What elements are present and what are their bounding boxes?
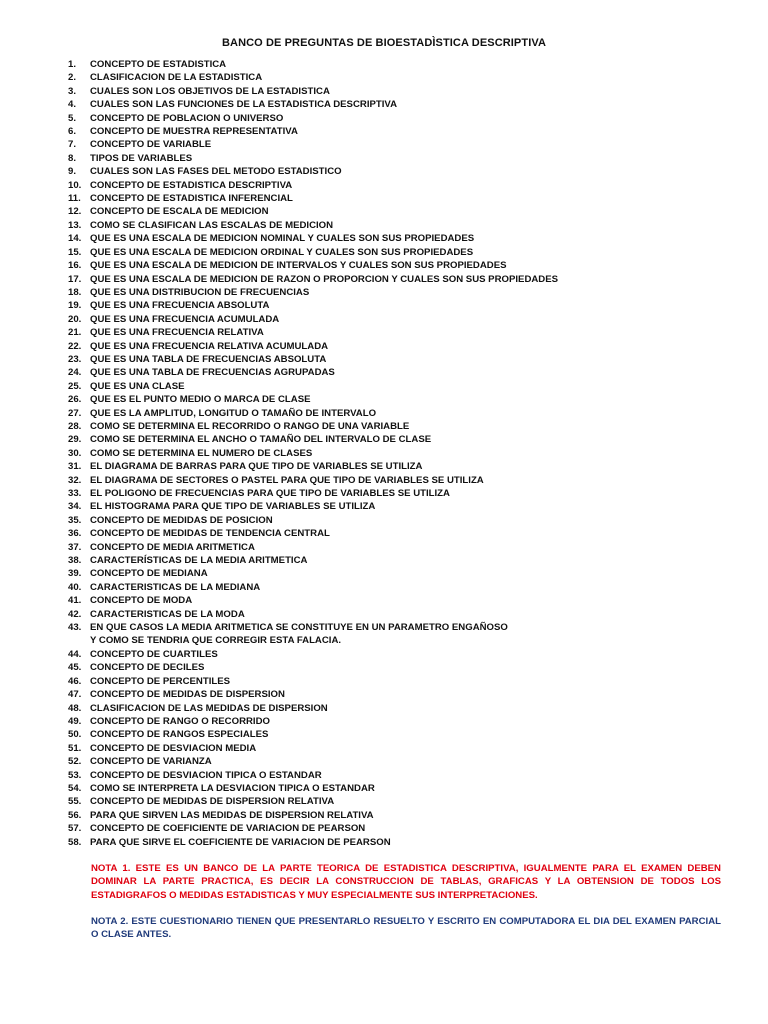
question-number: 47. — [68, 689, 82, 701]
question-text: CONCEPTO DE RANGOS ESPECIALES — [90, 729, 269, 741]
question-number: 17. — [68, 273, 82, 285]
question-item — [68, 420, 558, 433]
question-number: 18. — [68, 286, 82, 298]
question-item — [68, 769, 558, 782]
question-item — [68, 232, 558, 245]
question-item — [68, 567, 558, 580]
question-text: CUALES SON LAS FUNCIONES DE LA ESTADISTICA DESCRIPTIVA — [90, 99, 398, 111]
question-number: 11. — [68, 193, 81, 205]
question-item — [68, 648, 558, 661]
question-item — [68, 165, 558, 178]
question-item — [68, 554, 558, 567]
question-text: PARA QUE SIRVE EL COEFICIENTE DE VARIACION DE PEARSON — [90, 836, 391, 848]
question-text: COMO SE INTERPRETA LA DESVIACION TIPICA O ESTANDAR — [90, 782, 375, 794]
question-text: COMO SE DETERMINA EL RECORRIDO O RANGO DE UNA VARIABLE — [90, 420, 410, 432]
question-item — [68, 246, 558, 259]
question-item — [68, 112, 558, 125]
question-number: 23. — [68, 353, 82, 365]
question-text: CARACTERISTICAS DE LA MEDIANA — [90, 581, 261, 593]
question-number: 7. — [68, 139, 77, 151]
question-item — [68, 313, 558, 326]
question-item — [68, 152, 558, 165]
question-item — [68, 447, 558, 460]
question-number: 27. — [68, 407, 82, 419]
question-text: CONCEPTO DE MEDIDAS DE DISPERSION RELATIVA — [90, 796, 335, 808]
question-item — [68, 675, 558, 688]
question-number: 28. — [68, 420, 82, 432]
question-text: CONCEPTO DE MODA — [90, 595, 193, 607]
question-item — [68, 366, 558, 379]
question-text: CONCEPTO DE MEDIDAS DE POSICION — [90, 514, 273, 526]
question-number: 48. — [68, 702, 82, 714]
question-item — [68, 179, 558, 192]
question-item — [68, 728, 558, 741]
question-text: COMO SE DETERMINA EL ANCHO O TAMAÑO DEL INTERVALO DE CLASE — [90, 434, 432, 446]
question-item — [68, 541, 558, 554]
question-text: CONCEPTO DE DESVIACION MEDIA — [90, 742, 257, 754]
question-item — [68, 98, 558, 111]
question-item — [68, 286, 558, 299]
question-item-continuation — [68, 634, 558, 647]
question-number: 32. — [68, 474, 82, 486]
question-text: CUALES SON LOS OBJETIVOS DE LA ESTADISTICA — [90, 85, 330, 97]
question-item — [68, 715, 558, 728]
question-text: CONCEPTO DE ESTADISTICA — [90, 59, 227, 70]
question-text: CONCEPTO DE MEDIDAS DE TENDENCIA CENTRAL — [90, 528, 330, 540]
question-text: QUE ES UNA FRECUENCIA RELATIVA — [90, 327, 264, 339]
question-text: CONCEPTO DE CUARTILES — [90, 648, 218, 660]
question-item — [68, 299, 558, 312]
question-item — [68, 219, 558, 232]
question-item — [68, 594, 558, 607]
question-item — [68, 621, 558, 634]
question-number: 39. — [68, 568, 82, 580]
question-text: CONCEPTO DE DECILES — [90, 662, 205, 674]
question-number: 56. — [68, 809, 82, 821]
question-number: 24. — [68, 367, 82, 379]
question-number: 26. — [68, 394, 82, 406]
question-number: 16. — [68, 260, 82, 272]
question-number: 37. — [68, 541, 82, 553]
question-text: EL DIAGRAMA DE SECTORES O PASTEL PARA QUE TIPO DE VARIABLES SE UTILIZA — [90, 474, 484, 486]
question-number: 35. — [68, 514, 82, 526]
question-number: 52. — [68, 756, 82, 768]
question-text: COMO SE DETERMINA EL NUMERO DE CLASES — [90, 447, 313, 459]
question-text: CONCEPTO DE DESVIACION TIPICA O ESTANDAR — [90, 769, 322, 781]
question-item — [68, 702, 558, 715]
question-text: CONCEPTO DE ESTADISTICA DESCRIPTIVA — [90, 179, 293, 191]
question-item — [68, 460, 558, 473]
question-number: 9. — [68, 166, 77, 178]
question-item — [68, 71, 558, 84]
question-text: CONCEPTO DE PERCENTILES — [90, 675, 231, 687]
question-item — [68, 433, 558, 446]
question-number: 21. — [68, 327, 82, 339]
question-item — [68, 527, 558, 540]
question-text: CONCEPTO DE VARIABLE — [90, 139, 212, 151]
question-number: 29. — [68, 434, 82, 446]
question-number: 49. — [68, 715, 82, 727]
question-number: 44. — [68, 648, 82, 660]
question-number: 30. — [68, 447, 82, 459]
question-text: QUE ES UNA FRECUENCIA RELATIVA ACUMULADA — [90, 340, 329, 352]
question-text: EL POLIGONO DE FRECUENCIAS PARA QUE TIPO DE VARIABLES SE UTILIZA — [90, 488, 450, 499]
question-item — [68, 326, 558, 339]
question-text: QUE ES UNA ESCALA DE MEDICION DE INTERVALOS Y CUALES SON SUS PROPIEDADES — [90, 260, 507, 272]
question-number: 50. — [68, 729, 82, 741]
question-number: 25. — [68, 380, 82, 392]
question-text: CONCEPTO DE MUESTRA REPRESENTATIVA — [90, 126, 298, 138]
question-text: CONCEPTO DE MEDIA ARITMETICA — [90, 541, 255, 553]
question-text: QUE ES UNA FRECUENCIA ABSOLUTA — [90, 300, 270, 312]
question-text: QUE ES UNA ESCALA DE MEDICION ORDINAL Y CUALES SON SUS PROPIEDADES — [90, 246, 474, 258]
question-text: QUE ES UNA ESCALA DE MEDICION DE RAZON O PROPORCION Y CUALES SON SUS PROPIEDADES — [90, 273, 559, 285]
question-text: CONCEPTO DE RANGO O RECORRIDO — [90, 715, 270, 727]
question-item — [68, 192, 558, 205]
question-number: 40. — [68, 581, 82, 593]
question-number: 51. — [68, 742, 82, 754]
note-2: NOTA 2. ESTE CUESTIONARIO TIENEN QUE PRESENTARLO RESUELTO Y ESCRITO EN COMPUTADORA EL DIA DEL EXAMEN PARCIAL O CLASE ANTES. — [91, 916, 721, 941]
question-text: QUE ES UNA ESCALA DE MEDICION NOMINAL Y CUALES SON SUS PROPIEDADES — [90, 233, 475, 245]
question-item — [68, 393, 558, 406]
question-item — [68, 661, 558, 674]
question-item — [68, 809, 558, 822]
question-item — [68, 138, 558, 151]
question-text: QUE ES UNA CLASE — [90, 380, 185, 392]
question-item — [68, 608, 558, 621]
question-number: 6. — [68, 126, 77, 138]
question-text: QUE ES UNA TABLA DE FRECUENCIAS ABSOLUTA — [90, 353, 327, 365]
question-text: TIPOS DE VARIABLES — [90, 152, 193, 164]
question-item — [68, 340, 558, 353]
question-item — [68, 487, 558, 500]
question-item — [68, 85, 558, 98]
question-number: 15. — [68, 246, 82, 258]
question-text: EL DIAGRAMA DE BARRAS PARA QUE TIPO DE VARIABLES SE UTILIZA — [90, 461, 423, 473]
question-number: 54. — [68, 782, 82, 794]
question-text: EN QUE CASOS LA MEDIA ARITMETICA SE CONSTITUYE EN UN PARAMETRO ENGAÑOSO — [90, 622, 508, 634]
question-number: 22. — [68, 340, 82, 352]
question-item — [68, 742, 558, 755]
question-text: CLASIFICACION DE LAS MEDIDAS DE DISPERSION — [90, 702, 328, 714]
question-number: 12. — [68, 206, 82, 218]
question-item — [68, 474, 558, 487]
question-text: CONCEPTO DE POBLACION O UNIVERSO — [90, 112, 284, 124]
question-number: 57. — [68, 823, 82, 835]
question-number: 38. — [68, 555, 82, 567]
question-list — [68, 58, 558, 849]
question-item — [68, 514, 558, 527]
question-text: CONCEPTO DE ESCALA DE MEDICION — [90, 206, 269, 218]
question-item — [68, 581, 558, 594]
question-text: QUE ES UNA TABLA DE FRECUENCIAS AGRUPADAS — [90, 367, 335, 379]
question-number: 10. — [68, 179, 82, 191]
question-item — [68, 795, 558, 808]
question-text: CUALES SON LAS FASES DEL METODO ESTADISTICO — [90, 166, 342, 178]
question-item — [68, 58, 558, 71]
question-number: 46. — [68, 675, 82, 687]
question-number: 58. — [68, 836, 82, 848]
question-number: 43. — [68, 622, 82, 634]
question-item — [68, 273, 558, 286]
question-number: 41. — [68, 595, 82, 607]
note-1: NOTA 1. ESTE ES UN BANCO DE LA PARTE TEORICA DE ESTADISTICA DESCRIPTIVA, IGUALMENTE PARA EL EXAMEN DEBEN DOMINAR LA PARTE PRACTICA, ES DECIR LA CONSTRUCCION DE TABLAS, GRAFICAS Y LA OBTENSION DE TODOS LOS ESTADIGRAFOS O MEDIDAS ESTADISTICAS Y MUY ESPECIALMENTE SUS INTERPRETACIONES. — [91, 863, 721, 901]
question-number: 4. — [68, 99, 77, 111]
question-item — [68, 688, 558, 701]
question-number: 5. — [68, 112, 77, 124]
question-text: QUE ES UNA DISTRIBUCION DE FRECUENCIAS — [90, 286, 310, 298]
question-item — [68, 755, 558, 768]
question-text: CARACTERISTICAS DE LA MODA — [90, 608, 245, 620]
question-text: CONCEPTO DE MEDIANA — [90, 568, 208, 580]
document-title: BANCO DE PREGUNTAS DE BIOESTADÌSTICA DESCRIPTIVA — [221, 37, 547, 49]
question-item — [68, 836, 558, 849]
question-text: CARACTERÍSTICAS DE LA MEDIA ARITMETICA — [90, 555, 308, 567]
question-number: 42. — [68, 608, 82, 620]
question-number: 3. — [68, 85, 77, 97]
question-number: 45. — [68, 662, 82, 674]
question-item — [68, 259, 558, 272]
question-item — [68, 782, 558, 795]
question-text: CONCEPTO DE MEDIDAS DE DISPERSION — [90, 689, 285, 701]
question-text: COMO SE CLASIFICAN LAS ESCALAS DE MEDICION — [90, 219, 334, 231]
question-number: 20. — [68, 313, 82, 325]
question-item — [68, 353, 558, 366]
question-number: 14. — [68, 233, 82, 245]
question-text: CLASIFICACION DE LA ESTADISTICA — [90, 72, 263, 84]
question-text: CONCEPTO DE VARIANZA — [90, 756, 212, 768]
question-text: EL HISTOGRAMA PARA QUE TIPO DE VARIABLES SE UTILIZA — [90, 501, 376, 513]
question-number: 36. — [68, 528, 82, 540]
question-item — [68, 407, 558, 420]
question-number: 34. — [68, 501, 82, 513]
question-number: 2. — [68, 72, 77, 84]
question-item — [68, 822, 558, 835]
question-number: 31. — [68, 461, 82, 473]
question-number: 33. — [68, 488, 82, 499]
question-item — [68, 125, 558, 138]
question-text-continuation: Y COMO SE TENDRIA QUE CORREGIR ESTA FALACIA. — [90, 635, 342, 647]
question-text: CONCEPTO DE ESTADISTICA INFERENCIAL — [90, 193, 293, 205]
question-number: 13. — [68, 219, 82, 231]
question-item — [68, 205, 558, 218]
question-text: CONCEPTO DE COEFICIENTE DE VARIACION DE PEARSON — [90, 823, 366, 835]
question-number: 55. — [68, 796, 82, 808]
question-item — [68, 380, 558, 393]
question-text: QUE ES UNA FRECUENCIA ACUMULADA — [90, 313, 280, 325]
question-number: 19. — [68, 300, 82, 312]
question-number: 53. — [68, 769, 82, 781]
question-number: 1. — [68, 59, 77, 70]
question-text: QUE ES EL PUNTO MEDIO O MARCA DE CLASE — [90, 394, 311, 406]
question-text: QUE ES LA AMPLITUD, LONGITUD O TAMAÑO DE INTERVALO — [90, 407, 377, 419]
question-text: PARA QUE SIRVEN LAS MEDIDAS DE DISPERSION RELATIVA — [90, 809, 374, 821]
question-number: 8. — [68, 152, 77, 164]
question-item — [68, 500, 558, 513]
